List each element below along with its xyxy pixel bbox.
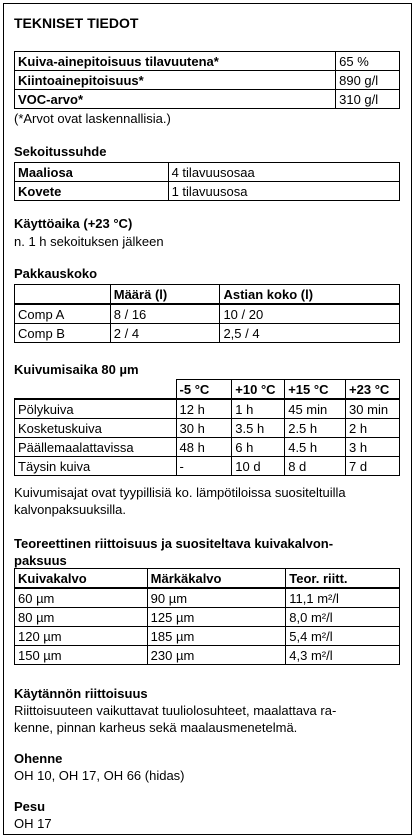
properties-table [14,51,400,109]
cell: - [176,457,232,476]
cell: 2.5 h [285,419,346,438]
prop-label: Kuiva-ainepitoisuus tilavuutena* [15,52,336,71]
cell: 1 h [232,399,285,419]
coverage-heading-line2: paksuus [14,553,67,568]
packaging-heading: Pakkauskoko [14,266,98,281]
col-header: Teor. riitt. [286,569,400,589]
mix-value: 4 tilavuusosaa [168,163,399,182]
coverage-heading-line1: Teoreettinen riittoisuus ja suositeltava kuivakalvon- [14,536,334,551]
prop-label: Kiintoainepitoisuus* [15,71,336,90]
drying-note-line2: kalvonpaksuuksilla. [14,502,127,517]
table-row [15,588,400,608]
cell: Comp A [15,304,111,324]
table-row [15,52,400,71]
table-row [15,399,400,419]
cell: 3 h [346,438,400,457]
col-header: +23 °C [346,380,400,400]
cell: 120 µm [15,627,148,646]
page-title: TEKNISET TIEDOT [14,15,139,31]
cell: 2 / 4 [110,324,220,343]
potlife-text: n. 1 h sekoituksen jälkeen [14,234,164,249]
cleaning-heading: Pesu [14,799,46,814]
prop-value: 65 % [336,52,400,71]
mixing-heading: Sekoitussuhde [14,144,107,159]
mix-value: 1 tilavuusosa [168,182,399,201]
table-row [15,90,400,109]
mix-label: Maaliosa [15,163,169,182]
table-row [15,324,400,343]
table-header-row [15,285,400,305]
cell: 48 h [176,438,232,457]
prop-value: 890 g/l [336,71,400,90]
col-header: Märkäkalvo [147,569,286,589]
cell: 2 h [346,419,400,438]
table-row [15,627,400,646]
col-header: Määrä (l) [110,285,220,305]
col-header: Kuivakalvo [15,569,148,589]
packaging-table [14,284,400,343]
thinner-text: OH 10, OH 17, OH 66 (hidas) [14,768,185,783]
col-header: +10 °C [232,380,285,400]
cell: 6 h [232,438,285,457]
cell: Päällemaalattavissa [15,438,177,457]
cell: 80 µm [15,608,148,627]
coverage-table [14,568,400,665]
col-header [15,285,111,305]
table-row [15,71,400,90]
mix-label: Kovete [15,182,169,201]
table-row [15,163,400,182]
cell: 10 / 20 [220,304,400,324]
table-row [15,438,400,457]
cell: 125 µm [147,608,286,627]
drying-note-line1: Kuivumisajat ovat tyypillisiä ko. lämpötiloissa suositeltuilla [14,485,346,500]
cell: Täysin kuiva [15,457,177,476]
prop-label: VOC-arvo* [15,90,336,109]
table-header-row [15,380,400,400]
col-header: -5 °C [176,380,232,400]
cell: 12 h [176,399,232,419]
potlife-heading: Käyttöaika (+23 °C) [14,216,133,231]
mixing-table [14,162,400,201]
props-note: (*Arvot ovat laskennallisia.) [14,111,171,126]
drying-table [14,379,400,476]
table-row [15,182,400,201]
cell: 150 µm [15,646,148,665]
cell: 3.5 h [232,419,285,438]
cell: 11,1 m²/l [286,588,400,608]
cell: 30 min [346,399,400,419]
cell: 8 / 16 [110,304,220,324]
table-row [15,646,400,665]
drying-heading: Kuivumisaika 80 µm [14,362,139,377]
practical-line1: Riittoisuuteen vaikuttavat tuuliolosuhteet, maalattava ra- [14,703,337,718]
cell: 5,4 m²/l [286,627,400,646]
col-header [15,380,177,400]
cell: Comp B [15,324,111,343]
cell: 4,3 m²/l [286,646,400,665]
practical-line2: kenne, pinnan karheus sekä maalausmenetelmä. [14,720,298,735]
cell: 45 min [285,399,346,419]
table-row [15,304,400,324]
cell: 8,0 m²/l [286,608,400,627]
table-row [15,608,400,627]
col-header: +15 °C [285,380,346,400]
table-row [15,419,400,438]
table-header-row [15,569,400,589]
prop-value: 310 g/l [336,90,400,109]
cell: 4.5 h [285,438,346,457]
cell: 90 µm [147,588,286,608]
cell: Pölykuiva [15,399,177,419]
table-row [15,457,400,476]
col-header: Astian koko (l) [220,285,400,305]
cell: 230 µm [147,646,286,665]
thinner-heading: Ohenne [14,751,63,766]
cell: 10 d [232,457,285,476]
practical-heading: Käytännön riittoisuus [14,686,148,701]
cell: 8 d [285,457,346,476]
cleaning-text: OH 17 [14,816,52,831]
cell: 7 d [346,457,400,476]
cell: Kosketuskuiva [15,419,177,438]
cell: 185 µm [147,627,286,646]
cell: 2,5 / 4 [220,324,400,343]
cell: 60 µm [15,588,148,608]
cell: 30 h [176,419,232,438]
